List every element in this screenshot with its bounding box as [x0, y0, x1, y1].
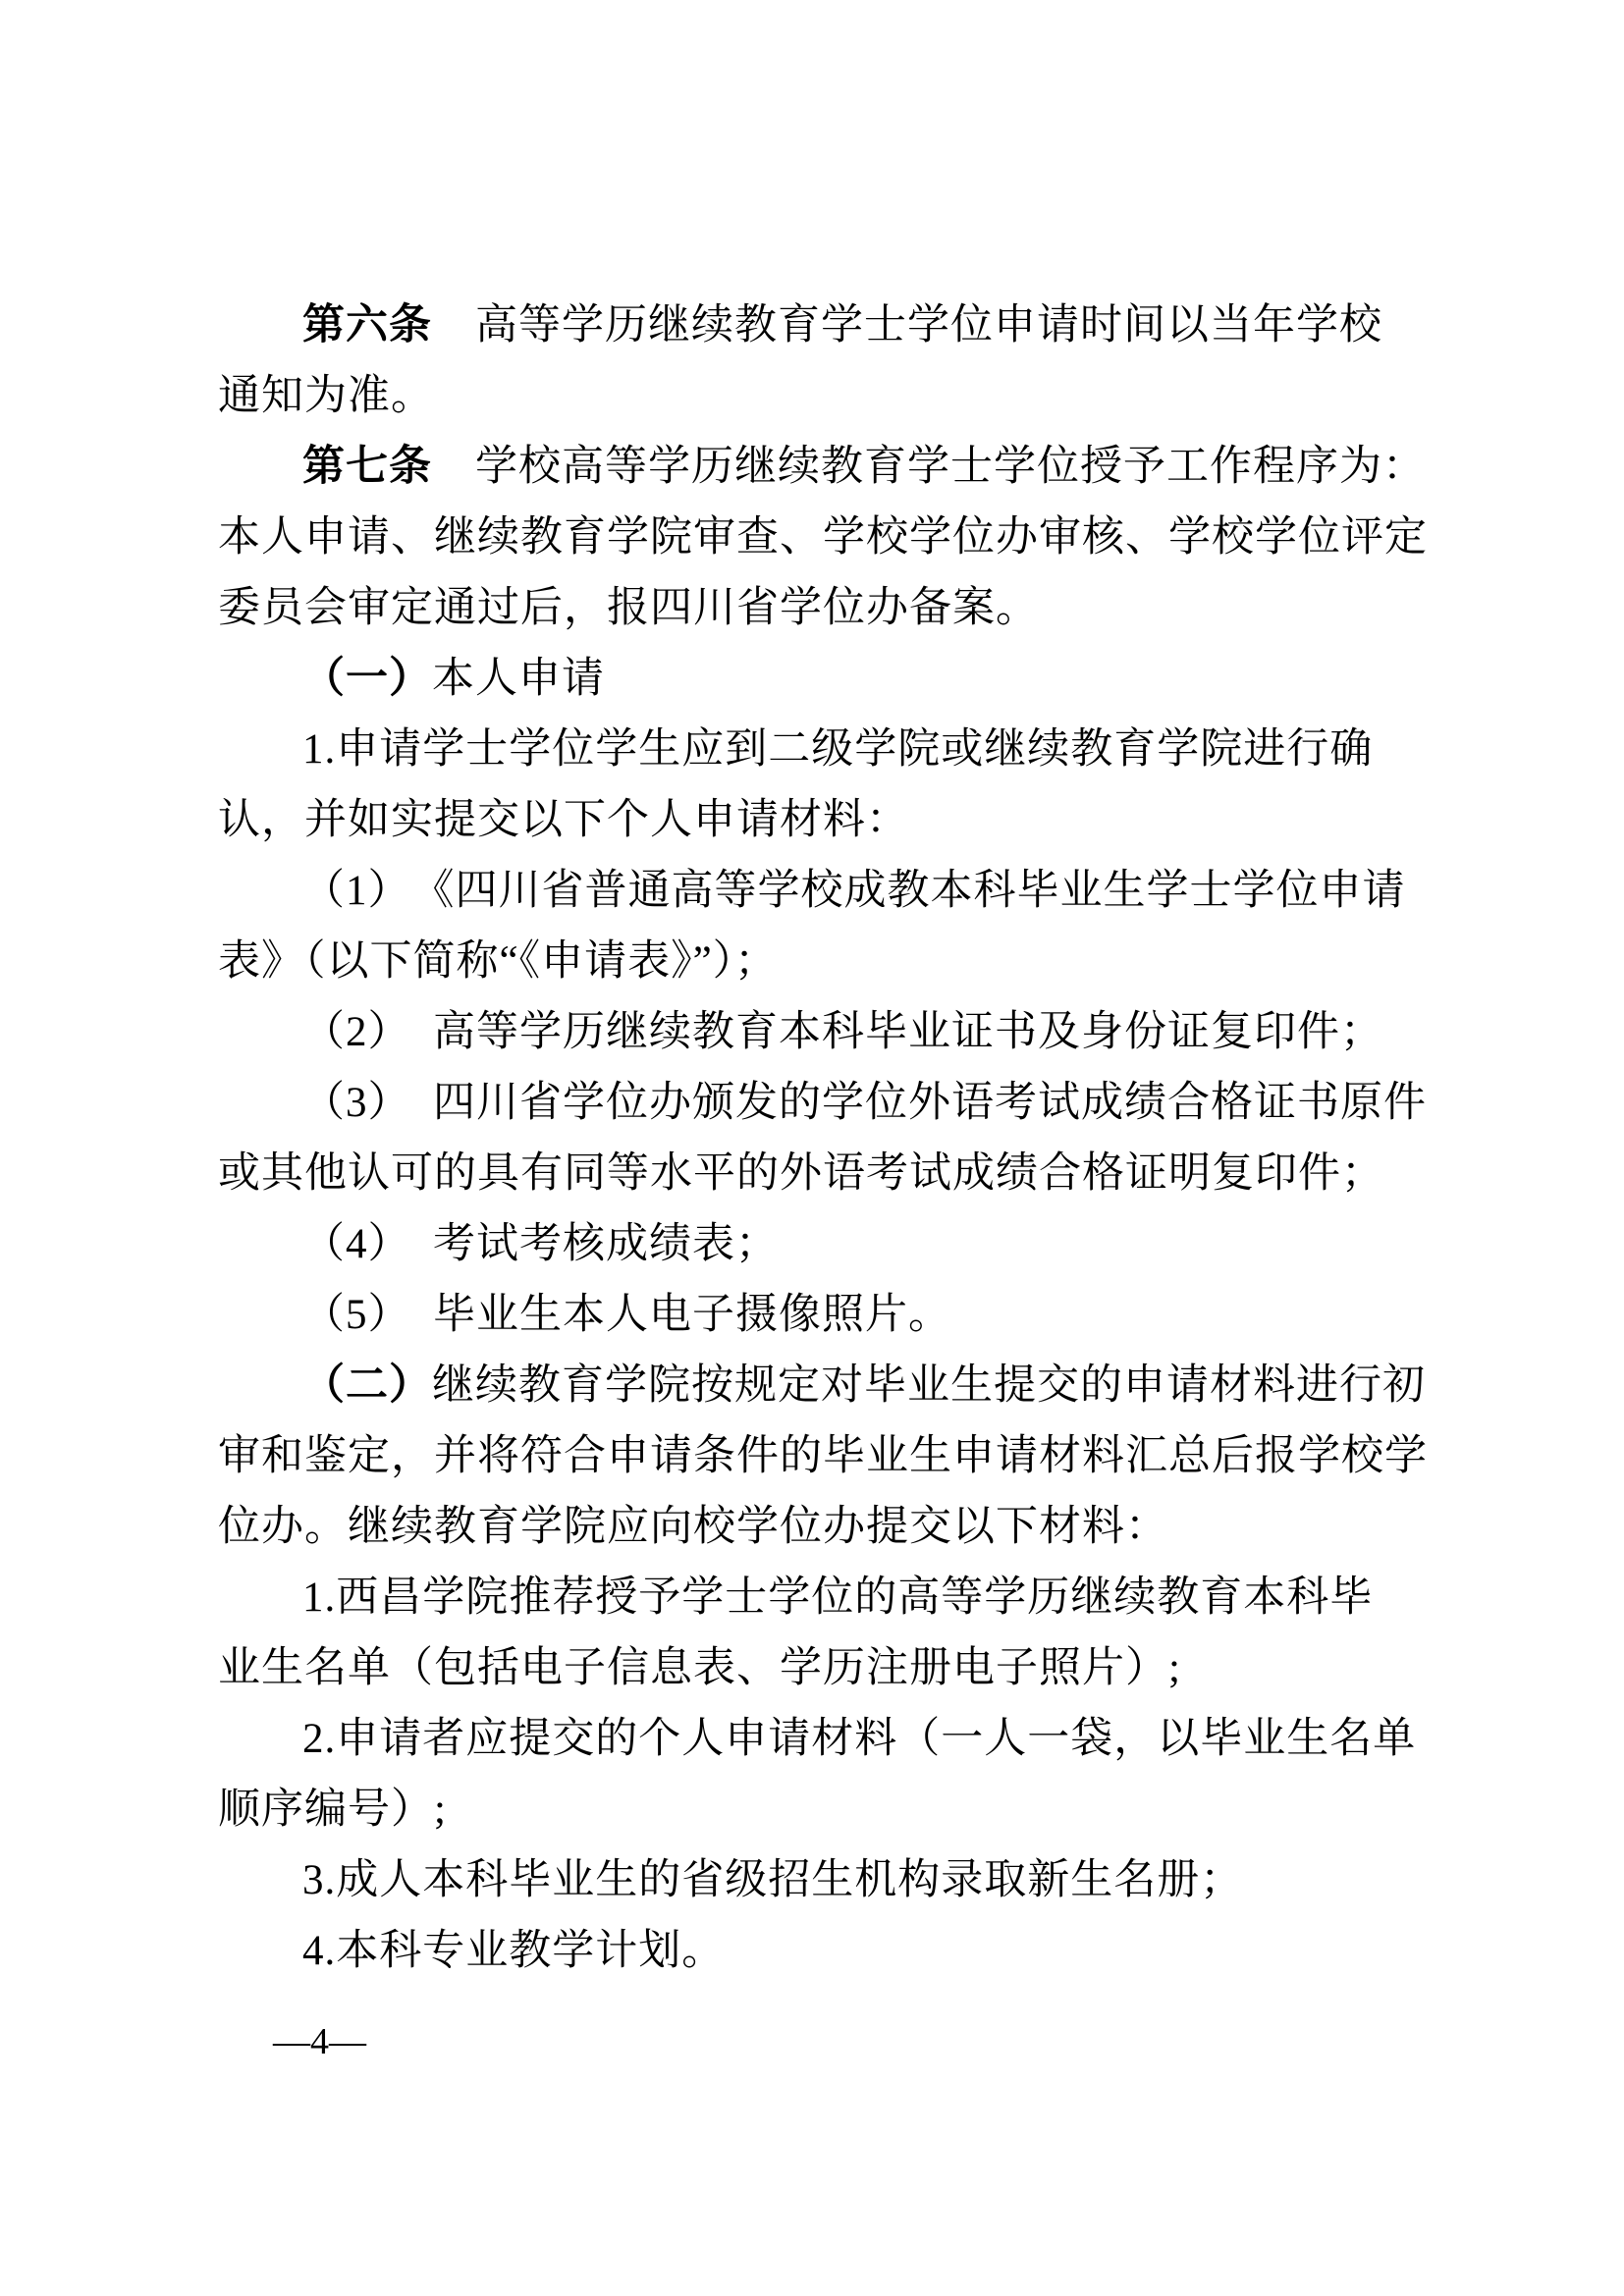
text-line: [218, 361, 1435, 432]
text-line: [218, 1209, 1435, 1280]
text-line: [218, 1280, 1435, 1351]
text-line: [218, 1139, 1435, 1209]
text-line: [218, 503, 1435, 573]
text-run: 认，并如实提交以下个人申请材料：: [218, 797, 909, 843]
text-line: [218, 1633, 1435, 1704]
text-line: [218, 432, 1435, 503]
text-line: [218, 927, 1435, 997]
text-line: [218, 644, 1435, 715]
text-run: （3） 四川省学位办颁发的学位外语考试成绩合格证书原件: [302, 1080, 1427, 1126]
article-6-heading: 第六条: [302, 302, 432, 348]
text-run: （1） 《四川省普通高等学校成教本科毕业生学士学位申请: [302, 868, 1406, 914]
text-line: [218, 573, 1435, 644]
item-2-heading: （二）: [302, 1362, 432, 1409]
text-line: [218, 997, 1435, 1068]
text-line: [218, 1563, 1435, 1633]
text-line: [218, 1351, 1435, 1421]
text-run: 业生名单（包括电子信息表、学历注册电子照片）;: [218, 1645, 1181, 1691]
item-1-heading: （一）: [302, 656, 432, 702]
text-run: （2） 高等学历继续教育本科毕业证书及身份证复印件；: [302, 1009, 1383, 1055]
text-run: 审和鉴定，并将符合申请条件的毕业生申请材料汇总后报学校学: [218, 1433, 1428, 1479]
text-run: 高等学历继续教育学士学位申请时间以当年学校: [432, 302, 1382, 348]
text-run: 委员会审定通过后，报四川省学位办备案。: [218, 585, 1039, 631]
text-line: [218, 856, 1435, 927]
text-line: [218, 1916, 1435, 1987]
text-line: [218, 1845, 1435, 1916]
text-run: 1.西昌学院推荐授予学士学位的高等学历继续教育本科毕: [302, 1575, 1374, 1621]
text-run: 通知为准。: [218, 373, 434, 419]
text-run: 本人申请、继续教育学院审查、学校学位办审核、学校学位评定: [218, 514, 1428, 561]
text-run: 学校高等学历继续教育学士学位授予工作程序为：: [432, 444, 1426, 490]
text-run: 位办。继续教育学院应向校学位办提交以下材料：: [218, 1504, 1168, 1550]
text-line: [218, 1704, 1435, 1775]
text-line: [218, 1068, 1435, 1139]
text-run: 1.申请学士学位学生应到二级学院或继续教育学院进行确: [302, 726, 1374, 773]
text-run: 表》（以下简称“《申请表》”）；: [218, 938, 779, 985]
text-run: 或其他认可的具有同等水平的外语考试成绩合格证明复印件；: [218, 1150, 1384, 1197]
text-line: [218, 1492, 1435, 1563]
page-number: —4—: [273, 2021, 366, 2062]
text-run: 本人申请: [432, 656, 605, 702]
text-line: [218, 291, 1435, 361]
text-line: [218, 785, 1435, 856]
text-run: 继续教育学院按规定对毕业生提交的申请材料进行初: [432, 1362, 1426, 1409]
text-run: （5） 毕业生本人电子摄像照片。: [302, 1292, 951, 1338]
text-line: [218, 1421, 1435, 1492]
page-body: [218, 291, 1435, 1987]
article-7-heading: 第七条: [302, 444, 432, 490]
text-run: 2.申请者应提交的个人申请材料（一人一袋，以毕业生名单: [302, 1716, 1417, 1762]
text-run: 顺序编号）;: [218, 1787, 447, 1833]
text-run: （4） 考试考核成绩表；: [302, 1221, 779, 1267]
text-run: 4.本科专业教学计划。: [302, 1928, 726, 1974]
text-line: [218, 1775, 1435, 1845]
text-run: 3.成人本科毕业生的省级招生机构录取新生名册；: [302, 1857, 1244, 1903]
text-line: [218, 715, 1435, 785]
